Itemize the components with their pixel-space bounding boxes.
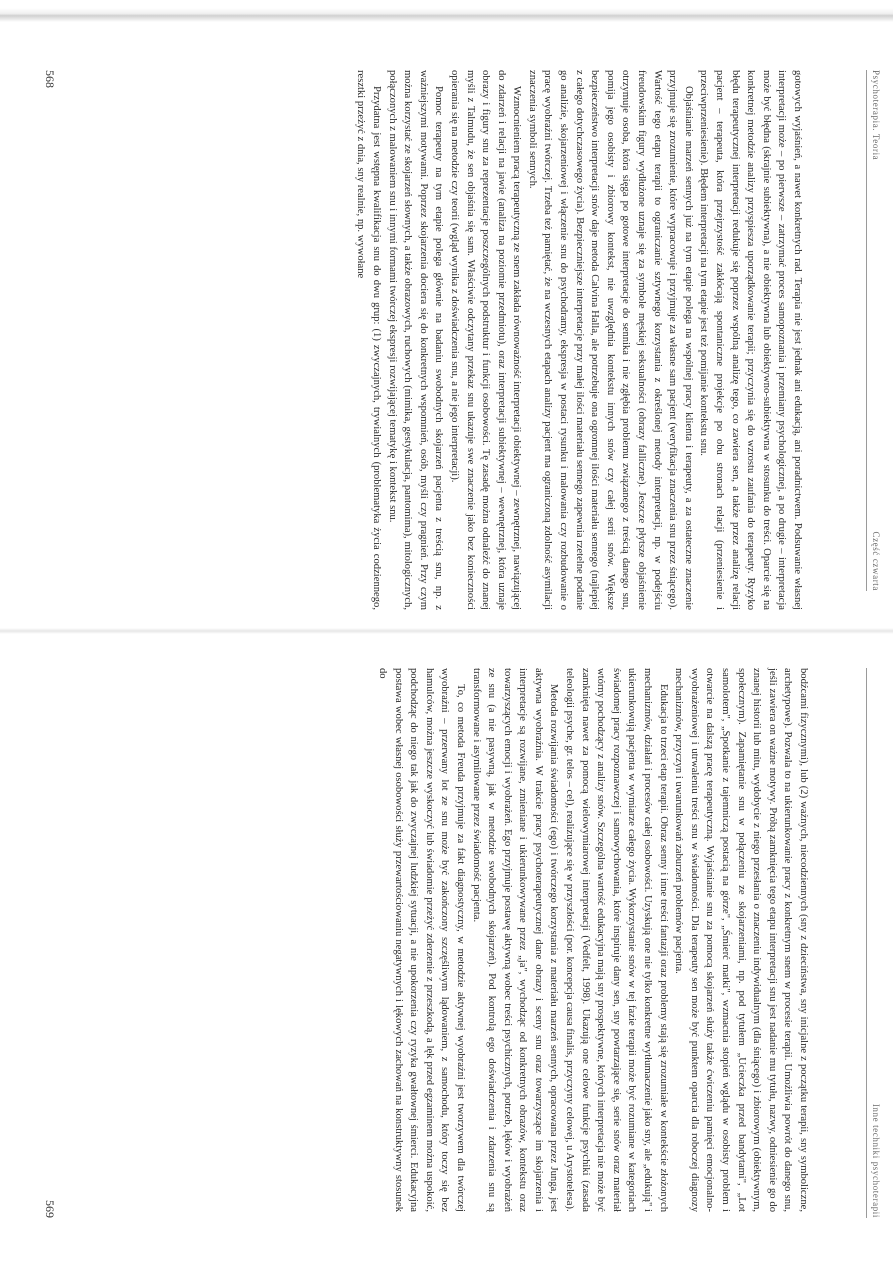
paragraph: Objaśnianie marzeń sennych już na tym etapie polega na wspólnej pracy klienta i terapeuty, a za ostateczne znaczenie przyjmuje się zrozumienie, które wypracowuje i przyjmuje za własne sam pacjent (weryfikacja znaczenia snu przez śniącego). Wartość tego etapu terapii to ograniczanie sztywnego korzystania z określonej metody interpretacji, np. w podejściu freudowskim figury wydłużone uznaje się za symbole męskiej seksualności (obrazy falliczne). Jeszcze płytsze objaśnienie otrzymuje osoba, która sięga po gotowe interpretacje do sennika i nie zgłębia problemu związanego z treścią danego snu, pomija jego osobisty i zbiorowy kontekst, nie uwzględnia kontekstu innych snów czy całej serii snów. Większe bezpieczeństwo interpretacji snów daje metoda Calvina Halla, ale potrzebuje ona ogromnej ilości materiału sennego (najlepiej z całego dotychczasowego życia). Bezpieczniejsze interpretacje przy małej ilości materiału sennego zapewnia rzetelne podanie go analizie, skojarzeniowej i włączenie snu do psychodramy, ekspresja w postaci rysunku i malowania czy rozbudowanie o pracę wyobraźni twórczej. Trzeba też pamiętać, że na wczesnych etapach analizy pacjent ma ograniczoną zdolność asymilacji znaczenia symboli sennych. — [526, 70, 694, 610]
header-right: Inne techniki psychoterapii — [871, 1103, 881, 1218]
header-right: Część czwarta — [871, 531, 881, 591]
paragraph: To, co metoda Freuda przyjmuje za fakt diagnostyczny, w metodzie aktywnej wyobraźni jest tworzywem dla twórczej wyobraźni – przerwany lot ze snu może być zakończony szczęśliwym lądowaniem, z samochodu, który toczy się bez hamulców, można jeszcze wyskoczyć lub świadomie przeżyć zderzenie z przeszkodą, a lęk przed egzaminem można uspokoić, podchodząc do niego tak jak do zwyczajnej ludzkiej sytuacji, a nie upokorzenia czy ryzyka gwałtownej śmierci. Edukacyjna postawa wobec własnej osobowości służy przewartościowaniu negatywnych i lękowych zachowań na konstruktywny stosunek do — [376, 668, 466, 1212]
paragraph: Pomoc terapeuty na tym etapie polega głównie na badaniu swobodnych skojarzeń pacjenta z treścią snu, np. z ważniejszymi motywami. Poprzez skojarzenia dociera się do konkretnych wspomnień, osób, myśli czy pragnień. Przy czym można korzystać ze skojarzeń słownych, a także obrazowych, ruchowych (mimika, gestykulacja, pantomima), mitologicznych, połączonych z malowaniem snu i innymi formami twórczej ekspresji rozwijającej tematykę i kontekst snu. — [386, 70, 445, 610]
paragraph: Wzmocnieniem pracą terapeutyczną ze snem zakłada równoważność interpretacji obiektywnej – zewnętrznej, nawiązującej do zdarzeń i relacji na jawie (analiza na poziomie przedmiotu), oraz interpretacji subiektywnej – wewnętrznej, która uznaje obrazy i figury snu za reprezentacje poszczególnych podstruktur i funkcji osobowości. Tę zasadę można odnaleźć do znanej myśli z Talmudu, że sen objaśnia się sam. Właściwie odczytany przekaz snu ukazuje swe znaczenie jako bez konieczności opierania się na metodzie czy teorii (wgląd wynika z doświadczenia snu, a nie jego interpretacji). — [448, 70, 523, 610]
running-header — [866, 668, 881, 1218]
paragraph: gotowych wyjaśnień, a nawet konkretnych rad. Terapia nie jest jednak ani edukacją, ani poradnictwem. Podsuwanie własnej interpretacji może – po pierwsze – zatrzymać proces samopoznania i przemiany psychologicznej, a po drugie – interpretacja może być błędna (skrajnie subiektywna), a nie obiektywna lub obiektywno-subiektywna w stosunku do treści. Oparcie się na konkretnej metodzie analizy przyspiesza uporządkowanie terapii; przyczynia się do wzrostu zaufania do terapeuty. Ryzyko błędu terapeutycznej interpretacji redukuje się poprzez wspólną analizę tego, co zawiera sen, a także przez analizę relacji pacjent – terapeuta, która przejrzystość zakłócają spontaniczne projekcje po obu stronach relacji (przeniesienie i przeciwprzeniesienie). Błędem interpretacji na tym etapie jest też pomijanie kontekstu snu. — [698, 70, 803, 610]
page-569 — [0, 632, 893, 1263]
running-header — [866, 70, 881, 591]
page-568 — [0, 0, 893, 631]
page-number: 568 — [43, 70, 57, 88]
paragraph: Edukacja to trzeci etap terapii. Obraz senny i inne treści fantazji oraz problemy stają się zrozumiałe w kontekście złożonych mechanizmów, działań i procesów całej osobowości. Uzyskują one nie tylko konkretne wytłumaczenie jako sny, ale „edukują" i ukierunkowują pacjenta w wymiarze całego życia. Wykorzystanie snów w tej fazie terapii może być rozumiane w kategoriach świadomej pracy rozpoznawczej i samowychowania, które inspiruje dany sen, sny powtarzające się, serie snów oraz materiał wtórny pochodzący z analizy snów. Szczególna wartość edukacyjna mają sny prospektywne, których interpretacja nie może być zamknięta nawet za pomocą wielowymiarowej interpretacji (Vedfelt, 1998). Ukazują one celowe funkcje psychiki (zasada teleologii psyche, gr. telos – cel), realizujące się w przyszłości (por. koncepcja causa finalis, przyczyny celowej, u Arystotelesa). — [564, 668, 669, 1212]
header-left: Psychoterapia. Teoria — [871, 70, 881, 161]
body-text — [353, 70, 805, 610]
page-number: 569 — [43, 1200, 57, 1218]
paragraph: Przydatna jest wstępna kwalifikacja snu do dwu grup: (1) zwyczajnych, trywialnych (problematyka życia codziennego, resztki przeżyć z dnia, sny realnie, np. wywołane — [355, 70, 382, 610]
paragraph: Metoda rozwijania świadomości (ego) i twórczego korzystania z materiału marzeń sennych, opracowana przez Junga, jest aktywna wyobraźnia. W trakcie pracy psychoterapeutycznej dane obrazy i sceny snu oraz towarzyszące im skojarzenia i interpretacje są rozwijane, zmieniane i ukierunkowywane przez „ja", wychodząc od konkretnych obrazów, kontekstu oraz towarzyszących emocji i wyobrażeń. Ego przyjmuje postawę aktywną wobec treści psychicznych, potrzeb, lęków i wyobrażeń ze snu (a nie pasywną, jak w metodzie swobodnych skojarzeń). Pod kontrolą ego doświadczenia i zdarzenia snu są transformowane i asymilowane przez świadomość pacjenta. — [470, 668, 560, 1212]
body-text — [374, 668, 811, 1212]
paragraph: bodźcami fizycznymi), lub (2) ważnych, niecodziennych (sny z dzieciństwa, sny inicjalne z początku terapii, sny symboliczne, archetypowe). Pozwala to na ukierunkowanie pracy z konkretnym snem w procesie terapii. Umożliwia powrót do danego snu, jeśli zawiera on ważne motywy. Próbą zamknięcia tego etapu interpretacji snu jest nadanie mu tytułu, nazwy, odniesienie go do znanej historii lub mitu, wydobycie z niego przesłania o znaczeniu indywidualnym (dla śniącego) i zbiorowym (obiektywnym, społecznym). Zapamiętanie snu w połączeniu ze skojarzeniami, np. pod tytułem „Ucieczka przed bandytami", „Lot samolotem", „Spotkanie z tajemniczą postacią na górze", „Śmierć matki", wzmacnia stopień wglądu w osobisty problem i otwarcie na dalszą pracę terapeutyczną. Wyjaśnianie snu za pomocą skojarzeń służy także ćwiczeniu pamięci emocjonalno-wyobrażeniowej i utrwaleniu treści snu w świadomości. Dla terapeuty sen może być punktem oparcia dla roboczej diagnozy mechanizmów, przyczyn i uwarunkowań zaburzeń problemów pacjenta. — [673, 668, 809, 1212]
